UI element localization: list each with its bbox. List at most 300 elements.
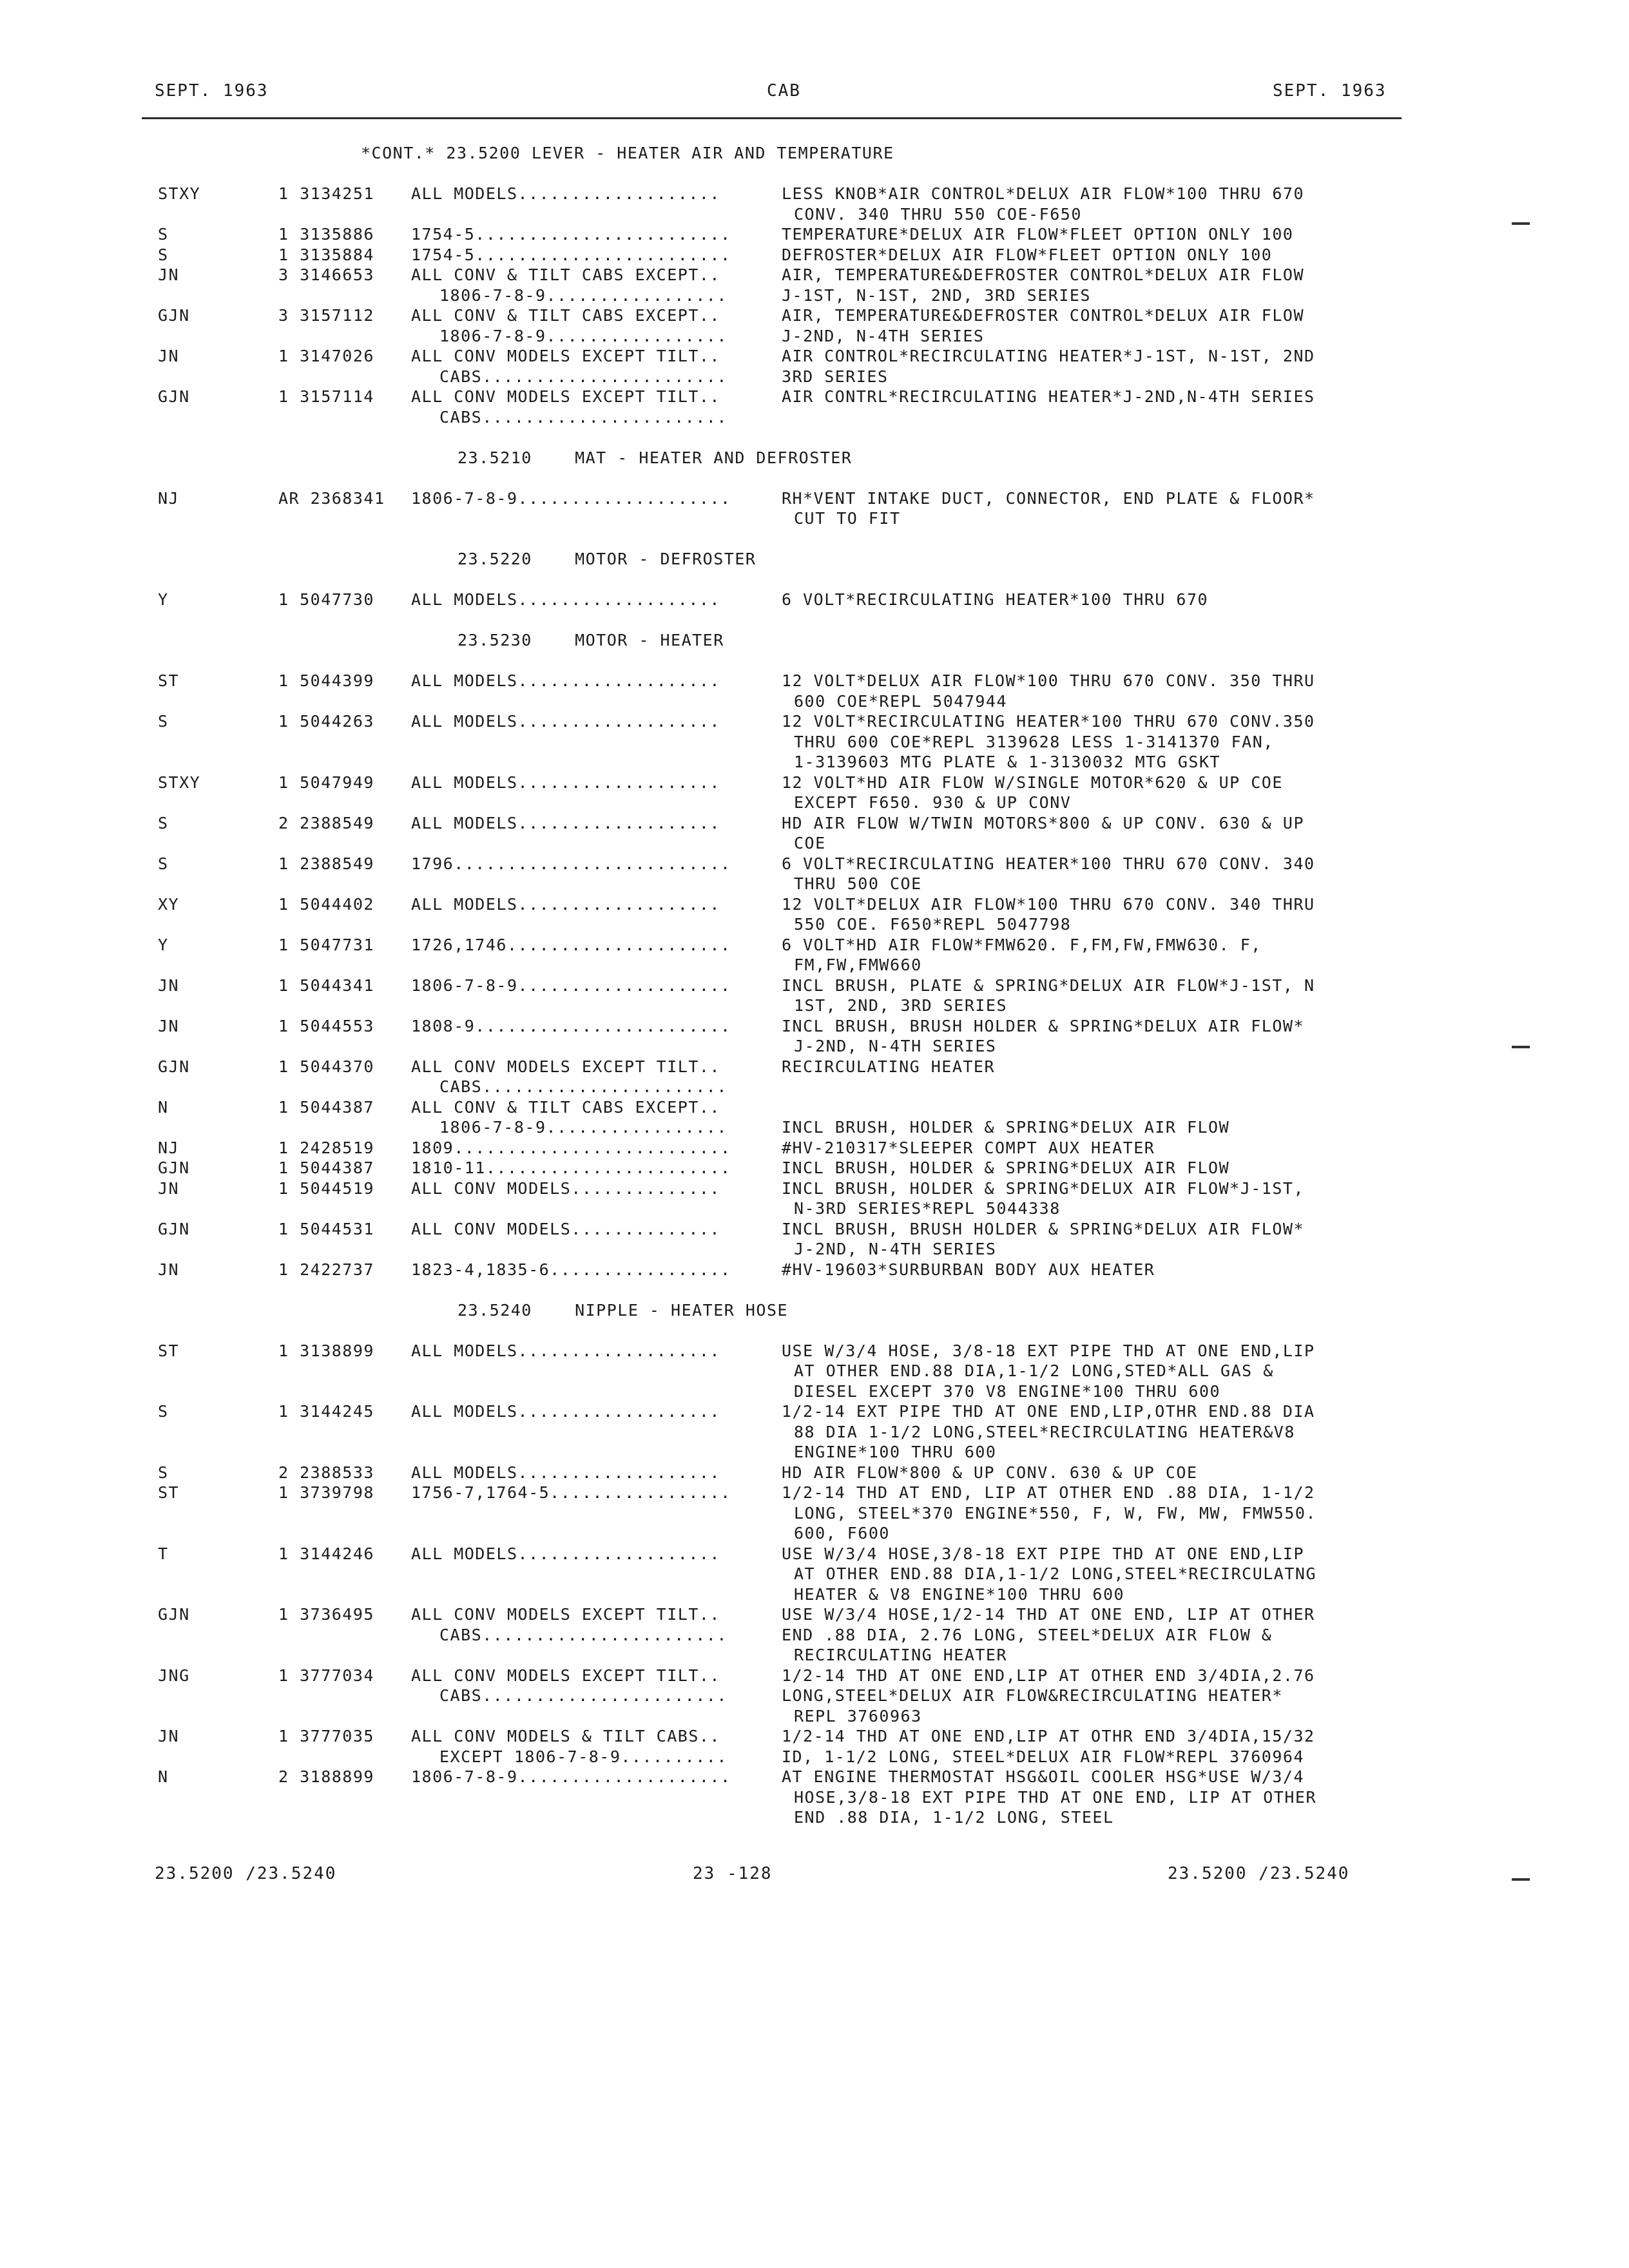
qty-part-number: 1 3138899 bbox=[278, 1341, 374, 1360]
continuation-line bbox=[0, 1361, 1629, 1381]
continuation-line bbox=[0, 1381, 1629, 1402]
part-line bbox=[0, 1483, 1629, 1503]
section-spacer bbox=[0, 427, 1629, 448]
part-line bbox=[0, 1178, 1629, 1199]
continuation-line bbox=[0, 793, 1629, 813]
section-title: 23.5230 MOTOR - HEATER bbox=[458, 631, 724, 649]
part-line bbox=[0, 1401, 1629, 1422]
model-code: S bbox=[158, 1463, 169, 1482]
description: AIR CONTROL*RECIRCULATING HEATER*J-1ST, N-1ST, 2ND bbox=[782, 347, 1315, 365]
part-line bbox=[0, 590, 1629, 610]
description: INCL BRUSH, BRUSH HOLDER & SPRING*DELUX AIR FLOW* bbox=[782, 1016, 1305, 1035]
qty-part-number: 1 5044519 bbox=[278, 1178, 374, 1198]
description: #HV-19603*SURBURBAN BODY AUX HEATER bbox=[782, 1260, 1155, 1279]
description: 1/2-14 EXT PIPE THD AT ONE END,LIP,OTHR END.88 DIA bbox=[782, 1402, 1315, 1421]
description: INCL BRUSH, HOLDER & SPRING*DELUX AIR FLOW bbox=[782, 1158, 1230, 1177]
continuation-line bbox=[0, 204, 1629, 225]
header-date-left: SEPT. 1963 bbox=[155, 81, 269, 101]
model-code: JN bbox=[158, 347, 180, 365]
part-entry bbox=[0, 773, 1629, 813]
description-continued: J-2ND, N-4TH SERIES bbox=[794, 1240, 997, 1258]
model-code: JN bbox=[158, 1178, 180, 1198]
qty-part-number: 1 5044370 bbox=[278, 1057, 374, 1076]
continuation-line bbox=[0, 874, 1629, 894]
description: AIR CONTRL*RECIRCULATING HEATER*J-2ND,N-4TH SERIES bbox=[782, 387, 1315, 406]
part-entry bbox=[0, 1260, 1629, 1280]
section-spacer bbox=[0, 1828, 1629, 1849]
description-continued: CUT TO FIT bbox=[794, 509, 901, 528]
application: ALL MODELS................... bbox=[411, 813, 720, 832]
model-code: GJN bbox=[158, 387, 190, 406]
application-continued: 1806-7-8-9................. bbox=[439, 1118, 728, 1137]
section-title: 23.5220 MOTOR - DEFROSTER bbox=[458, 550, 757, 568]
part-entry bbox=[0, 1666, 1629, 1727]
application: 1808-9........................ bbox=[411, 1016, 731, 1035]
part-line bbox=[0, 1604, 1629, 1625]
description: USE W/3/4 HOSE,1/2-14 THD AT ONE END, LIP AT OTHER bbox=[782, 1605, 1315, 1624]
application: ALL MODELS................... bbox=[411, 1463, 720, 1482]
model-code: ST bbox=[158, 671, 180, 690]
qty-part-number: 1 3777034 bbox=[278, 1666, 374, 1685]
qty-part-number: 1 5047949 bbox=[278, 773, 374, 792]
footer-range-right: 23.5200 /23.5240 bbox=[1168, 1864, 1350, 1883]
model-code: NJ bbox=[158, 1138, 180, 1157]
qty-part-number: 2 2388533 bbox=[278, 1463, 374, 1482]
description: USE W/3/4 HOSE, 3/8-18 EXT PIPE THD AT ONE END,LIP bbox=[782, 1341, 1315, 1360]
continuation-line bbox=[0, 1564, 1629, 1584]
qty-part-number: 1 3144246 bbox=[278, 1544, 374, 1563]
model-code: GJN bbox=[158, 1057, 190, 1076]
description-continued: 550 COE. F650*REPL 5047798 bbox=[794, 915, 1072, 934]
header-rule bbox=[142, 117, 1402, 119]
description-continued: REPL 3760963 bbox=[794, 1706, 922, 1725]
continuation-line bbox=[0, 914, 1629, 935]
part-line bbox=[0, 773, 1629, 793]
part-entry bbox=[0, 265, 1629, 305]
qty-part-number: 1 2388549 bbox=[278, 854, 374, 873]
application: ALL MODELS................... bbox=[411, 773, 720, 792]
part-line bbox=[0, 387, 1629, 407]
qty-part-number: 2 3188899 bbox=[278, 1767, 374, 1786]
description-continued: 600, F600 bbox=[794, 1524, 890, 1542]
description: TEMPERATURE*DELUX AIR FLOW*FLEET OPTION ONLY 100 bbox=[782, 225, 1294, 244]
continuation-line bbox=[0, 1117, 1629, 1138]
description-continued: AT OTHER END.88 DIA,1-1/2 LONG,STED*ALL GAS & bbox=[794, 1361, 1274, 1380]
qty-part-number: 1 5044341 bbox=[278, 975, 374, 995]
application: ALL CONV MODELS & TILT CABS.. bbox=[411, 1727, 720, 1745]
part-entry bbox=[0, 1057, 1629, 1097]
application: ALL MODELS................... bbox=[411, 894, 720, 914]
qty-part-number: 1 5044553 bbox=[278, 1016, 374, 1035]
qty-part-number: 3 3146653 bbox=[278, 265, 374, 284]
model-code: Y bbox=[158, 935, 169, 954]
description-continued: J-2ND, N-4TH SERIES bbox=[794, 1037, 997, 1055]
section-title: *CONT.* 23.5200 LEVER - HEATER AIR AND TEMPERATURE bbox=[361, 144, 894, 162]
description: INCL BRUSH, BRUSH HOLDER & SPRING*DELUX AIR FLOW* bbox=[782, 1219, 1305, 1238]
application: ALL CONV & TILT CABS EXCEPT.. bbox=[411, 1097, 720, 1117]
application: ALL MODELS................... bbox=[411, 671, 720, 690]
model-code: XY bbox=[158, 894, 180, 914]
application: ALL CONV MODELS EXCEPT TILT.. bbox=[411, 387, 720, 406]
description-continued: N-3RD SERIES*REPL 5044338 bbox=[794, 1199, 1061, 1218]
part-line bbox=[0, 1767, 1629, 1787]
part-entry bbox=[0, 224, 1629, 245]
description: 1/2-14 THD AT END, LIP AT OTHER END .88 DIA, 1-1/2 bbox=[782, 1483, 1315, 1502]
description: #HV-210317*SLEEPER COMPT AUX HEATER bbox=[782, 1138, 1155, 1157]
continuation-line bbox=[0, 1686, 1629, 1706]
page-number: 23 -128 bbox=[693, 1864, 773, 1883]
continuation-line bbox=[0, 367, 1629, 387]
part-line bbox=[0, 1463, 1629, 1483]
part-line bbox=[0, 1666, 1629, 1686]
model-code: GJN bbox=[158, 1158, 190, 1177]
part-entry bbox=[0, 1483, 1629, 1544]
part-line bbox=[0, 1544, 1629, 1564]
description-continued: DIESEL EXCEPT 370 V8 ENGINE*100 THRU 600 bbox=[794, 1381, 1221, 1401]
description: HD AIR FLOW W/TWIN MOTORS*800 & UP CONV. 630 & UP bbox=[782, 813, 1305, 832]
part-entry bbox=[0, 1767, 1629, 1828]
part-entry bbox=[0, 1341, 1629, 1402]
part-entry bbox=[0, 1138, 1629, 1158]
part-entry bbox=[0, 488, 1629, 529]
part-entry bbox=[0, 387, 1629, 427]
model-code: S bbox=[158, 854, 169, 873]
continuation-line bbox=[0, 955, 1629, 975]
application: 1823-4,1835-6................. bbox=[411, 1260, 731, 1279]
description-continued: ID, 1-1/2 LONG, STEEL*DELUX AIR FLOW*REPL 3760964 bbox=[782, 1747, 1305, 1766]
description-continued: 1-3139603 MTG PLATE & 1-3130032 MTG GSKT bbox=[794, 753, 1221, 771]
continuation-line bbox=[0, 1036, 1629, 1057]
part-entry bbox=[0, 1463, 1629, 1483]
continuation-line bbox=[0, 508, 1629, 529]
qty-part-number: 1 3736495 bbox=[278, 1605, 374, 1624]
margin-mark bbox=[1512, 222, 1530, 225]
part-line bbox=[0, 1138, 1629, 1158]
footer-range-left: 23.5200 /23.5240 bbox=[155, 1864, 337, 1883]
description-continued: HEATER & V8 ENGINE*100 THRU 600 bbox=[794, 1584, 1125, 1604]
continuation-line bbox=[0, 407, 1629, 428]
application: 1756-7,1764-5................. bbox=[411, 1483, 731, 1502]
part-entry bbox=[0, 935, 1629, 975]
description: AT ENGINE THERMOSTAT HSG&OIL COOLER HSG*USE W/3/4 bbox=[782, 1767, 1305, 1786]
application: ALL CONV & TILT CABS EXCEPT.. bbox=[411, 265, 720, 284]
application-continued: CABS....................... bbox=[439, 367, 728, 386]
part-line bbox=[0, 1158, 1629, 1178]
qty-part-number: 1 3739798 bbox=[278, 1483, 374, 1502]
part-entry bbox=[0, 245, 1629, 265]
application: 1810-11....................... bbox=[411, 1158, 731, 1177]
part-line bbox=[0, 488, 1629, 509]
part-entry bbox=[0, 975, 1629, 1016]
application: 1754-5........................ bbox=[411, 245, 731, 264]
continuation-line bbox=[0, 285, 1629, 306]
continuation-line bbox=[0, 833, 1629, 854]
description-continued: J-2ND, N-4TH SERIES bbox=[782, 326, 985, 345]
application: 1806-7-8-9.................... bbox=[411, 1767, 731, 1786]
qty-part-number: 1 2428519 bbox=[278, 1138, 374, 1157]
description: 12 VOLT*DELUX AIR FLOW*100 THRU 670 CONV. 350 THRU bbox=[782, 671, 1315, 690]
description-continued: 3RD SERIES bbox=[782, 367, 889, 386]
description-continued: EXCEPT F650. 930 & UP CONV bbox=[794, 793, 1072, 812]
description: RECIRCULATING HEATER bbox=[782, 1057, 996, 1076]
application: 1806-7-8-9.................... bbox=[411, 975, 731, 995]
description: 1/2-14 THD AT ONE END,LIP AT OTHR END 3/4DIA,15/32 bbox=[782, 1727, 1315, 1745]
application: ALL CONV MODELS EXCEPT TILT.. bbox=[411, 1605, 720, 1624]
qty-part-number: 3 3157112 bbox=[278, 306, 374, 325]
description-continued: LONG,STEEL*DELUX AIR FLOW&RECIRCULATING HEATER* bbox=[782, 1686, 1283, 1705]
description-continued: HOSE,3/8-18 EXT PIPE THD AT ONE END, LIP AT OTHER bbox=[794, 1787, 1317, 1807]
application: ALL CONV & TILT CABS EXCEPT.. bbox=[411, 306, 720, 325]
qty-part-number: 1 5044531 bbox=[278, 1219, 374, 1238]
part-line bbox=[0, 305, 1629, 326]
description: 6 VOLT*RECIRCULATING HEATER*100 THRU 670 bbox=[782, 590, 1209, 609]
continuation-line bbox=[0, 1077, 1629, 1097]
application-continued: 1806-7-8-9................. bbox=[439, 326, 728, 345]
page-header bbox=[0, 81, 1629, 107]
part-line bbox=[0, 1341, 1629, 1361]
application: ALL MODELS................... bbox=[411, 1341, 720, 1360]
model-code: JN bbox=[158, 1260, 180, 1279]
part-entry bbox=[0, 1401, 1629, 1463]
description-continued: CONV. 340 THRU 550 COE-F650 bbox=[794, 204, 1082, 224]
part-entry bbox=[0, 1097, 1629, 1138]
part-entry bbox=[0, 305, 1629, 346]
part-line bbox=[0, 1260, 1629, 1280]
part-line bbox=[0, 184, 1629, 204]
description-continued: ENGINE*100 THRU 600 bbox=[794, 1443, 997, 1461]
continuation-line bbox=[0, 1787, 1629, 1808]
description: RH*VENT INTAKE DUCT, CONNECTOR, END PLATE & FLOOR* bbox=[782, 488, 1315, 508]
model-code: ST bbox=[158, 1341, 180, 1360]
part-line bbox=[0, 245, 1629, 265]
part-entry bbox=[0, 813, 1629, 854]
description: 6 VOLT*RECIRCULATING HEATER*100 THRU 670 CONV. 340 bbox=[782, 854, 1315, 873]
model-code: STXY bbox=[158, 773, 201, 792]
part-line bbox=[0, 813, 1629, 834]
qty-part-number: 1 5044399 bbox=[278, 671, 374, 690]
qty-part-number: 1 3135884 bbox=[278, 245, 374, 264]
model-code: JNG bbox=[158, 1666, 190, 1685]
model-code: ST bbox=[158, 1483, 180, 1502]
qty-part-number: 1 5047730 bbox=[278, 590, 374, 609]
part-entry bbox=[0, 1016, 1629, 1057]
description-continued: END .88 DIA, 1-1/2 LONG, STEEL bbox=[794, 1808, 1114, 1827]
model-code: S bbox=[158, 813, 169, 832]
description: USE W/3/4 HOSE,3/8-18 EXT PIPE THD AT ONE END,LIP bbox=[782, 1544, 1305, 1563]
qty-part-number: 1 3144245 bbox=[278, 1402, 374, 1421]
application: ALL MODELS................... bbox=[411, 712, 720, 731]
model-code: JN bbox=[158, 265, 180, 284]
part-line bbox=[0, 265, 1629, 285]
continuation-line bbox=[0, 691, 1629, 712]
model-code: GJN bbox=[158, 1219, 190, 1238]
part-entry bbox=[0, 184, 1629, 224]
continuation-line bbox=[0, 1198, 1629, 1219]
header-date-right: SEPT. 1963 bbox=[1273, 81, 1387, 101]
application: ALL CONV MODELS EXCEPT TILT.. bbox=[411, 347, 720, 365]
continuation-line bbox=[0, 1523, 1629, 1544]
part-entry bbox=[0, 590, 1629, 610]
description: DEFROSTER*DELUX AIR FLOW*FLEET OPTION ONLY 100 bbox=[782, 245, 1273, 264]
continuation-line bbox=[0, 1706, 1629, 1727]
part-entry bbox=[0, 854, 1629, 894]
section-title: 23.5240 NIPPLE - HEATER HOSE bbox=[458, 1300, 789, 1320]
description-continued: 600 COE*REPL 5047944 bbox=[794, 691, 1008, 711]
model-code: Y bbox=[158, 590, 169, 609]
application: 1726,1746..................... bbox=[411, 935, 731, 954]
application: ALL CONV MODELS.............. bbox=[411, 1178, 720, 1198]
application: 1796.......................... bbox=[411, 854, 731, 873]
part-entry bbox=[0, 1544, 1629, 1605]
description: LESS KNOB*AIR CONTROL*DELUX AIR FLOW*100 THRU 670 bbox=[782, 184, 1305, 203]
part-line bbox=[0, 1057, 1629, 1077]
continuation-line bbox=[0, 326, 1629, 347]
application: ALL MODELS................... bbox=[411, 1544, 720, 1563]
application-continued: CABS....................... bbox=[439, 1625, 728, 1644]
application: 1809.......................... bbox=[411, 1138, 731, 1157]
part-line bbox=[0, 894, 1629, 915]
model-code: S bbox=[158, 1402, 169, 1421]
part-entry bbox=[0, 894, 1629, 935]
model-code: GJN bbox=[158, 1605, 190, 1624]
description-continued: END .88 DIA, 2.76 LONG, STEEL*DELUX AIR FLOW & bbox=[782, 1625, 1273, 1644]
description: INCL BRUSH, HOLDER & SPRING*DELUX AIR FLOW*J-1ST, bbox=[782, 1178, 1305, 1198]
margin-mark bbox=[1512, 1046, 1530, 1048]
section-spacer bbox=[0, 529, 1629, 550]
description: 12 VOLT*RECIRCULATING HEATER*100 THRU 670 CONV.350 bbox=[782, 712, 1315, 731]
description: HD AIR FLOW*800 & UP CONV. 630 & UP COE bbox=[782, 1463, 1198, 1482]
application-continued: EXCEPT 1806-7-8-9.......... bbox=[439, 1747, 728, 1766]
model-code: STXY bbox=[158, 184, 201, 203]
part-line bbox=[0, 935, 1629, 956]
model-code: S bbox=[158, 225, 169, 244]
application: ALL CONV MODELS EXCEPT TILT.. bbox=[411, 1057, 720, 1076]
application-continued: CABS....................... bbox=[439, 1077, 728, 1096]
application: 1754-5........................ bbox=[411, 225, 731, 244]
description-continued: J-1ST, N-1ST, 2ND, 3RD SERIES bbox=[782, 285, 1091, 305]
part-entry bbox=[0, 1219, 1629, 1260]
description-continued: 88 DIA 1-1/2 LONG,STEEL*RECIRCULATING HEATER&V8 bbox=[794, 1422, 1295, 1441]
description: AIR, TEMPERATURE&DEFROSTER CONTROL*DELUX AIR FLOW bbox=[782, 306, 1305, 325]
application: ALL CONV MODELS EXCEPT TILT.. bbox=[411, 1666, 720, 1685]
description: 6 VOLT*HD AIR FLOW*FMW620. F,FM,FW,FMW630. F, bbox=[782, 935, 1262, 954]
part-line bbox=[0, 1016, 1629, 1037]
model-code: S bbox=[158, 712, 169, 731]
application: ALL MODELS................... bbox=[411, 184, 720, 203]
qty-part-number: 1 3134251 bbox=[278, 184, 374, 203]
model-code: NJ bbox=[158, 488, 180, 508]
part-entry bbox=[0, 1726, 1629, 1767]
qty-part-number: 1 3777035 bbox=[278, 1727, 374, 1745]
description-continued: 1ST, 2ND, 3RD SERIES bbox=[794, 996, 1008, 1015]
qty-part-number: AR 2368341 bbox=[278, 488, 385, 508]
continuation-line bbox=[0, 732, 1629, 753]
application-continued: 1806-7-8-9................. bbox=[439, 285, 728, 305]
model-code: N bbox=[158, 1767, 169, 1786]
description-continued: COE bbox=[794, 834, 826, 852]
continuation-line bbox=[0, 1442, 1629, 1463]
application: ALL MODELS................... bbox=[411, 1402, 720, 1421]
continuation-line bbox=[0, 1747, 1629, 1767]
qty-part-number: 1 5044263 bbox=[278, 712, 374, 731]
description-continued: RECIRCULATING HEATER bbox=[794, 1646, 1008, 1664]
parts-listing bbox=[0, 143, 1629, 1848]
qty-part-number: 2 2388549 bbox=[278, 813, 374, 832]
qty-part-number: 1 5044402 bbox=[278, 894, 374, 914]
part-entry bbox=[0, 1178, 1629, 1219]
description-continued: LONG, STEEL*370 ENGINE*550, F, W, FW, MW, FMW550. bbox=[794, 1503, 1317, 1523]
qty-part-number: 1 5044387 bbox=[278, 1097, 374, 1117]
page-footer bbox=[0, 1864, 1629, 1890]
description-continued: THRU 600 COE*REPL 3139628 LESS 1-3141370 FAN, bbox=[794, 732, 1274, 751]
description: 12 VOLT*DELUX AIR FLOW*100 THRU 670 CONV. 340 THRU bbox=[782, 894, 1315, 914]
header-section: CAB bbox=[767, 81, 801, 101]
section-spacer bbox=[0, 610, 1629, 631]
application: 1806-7-8-9.................... bbox=[411, 488, 731, 508]
description: INCL BRUSH, PLATE & SPRING*DELUX AIR FLOW*J-1ST, N bbox=[782, 975, 1315, 995]
part-line bbox=[0, 1219, 1629, 1240]
continuation-line bbox=[0, 1645, 1629, 1666]
application-continued: CABS....................... bbox=[439, 407, 728, 427]
part-entry bbox=[0, 1158, 1629, 1178]
description-continued: AT OTHER END.88 DIA,1-1/2 LONG,STEEL*RECIRCULATNG bbox=[794, 1564, 1317, 1583]
qty-part-number: 1 5044387 bbox=[278, 1158, 374, 1177]
application: ALL MODELS................... bbox=[411, 590, 720, 609]
model-code: GJN bbox=[158, 306, 190, 325]
section-spacer bbox=[0, 1280, 1629, 1300]
part-line bbox=[0, 1726, 1629, 1747]
qty-part-number: 1 2422737 bbox=[278, 1260, 374, 1279]
model-code: S bbox=[158, 245, 169, 264]
model-code: N bbox=[158, 1097, 169, 1117]
continuation-line bbox=[0, 1584, 1629, 1605]
part-line bbox=[0, 1097, 1629, 1118]
continuation-line bbox=[0, 1807, 1629, 1828]
continuation-line bbox=[0, 1239, 1629, 1260]
continuation-line bbox=[0, 752, 1629, 773]
part-line bbox=[0, 854, 1629, 874]
part-line bbox=[0, 346, 1629, 367]
part-entry bbox=[0, 346, 1629, 387]
model-code: JN bbox=[158, 1727, 180, 1745]
application: ALL CONV MODELS.............. bbox=[411, 1219, 720, 1238]
continuation-line bbox=[0, 1503, 1629, 1524]
part-line bbox=[0, 671, 1629, 691]
model-code: JN bbox=[158, 1016, 180, 1035]
qty-part-number: 1 3135886 bbox=[278, 225, 374, 244]
model-code: JN bbox=[158, 975, 180, 995]
description: 1/2-14 THD AT ONE END,LIP AT OTHER END 3/4DIA,2.76 bbox=[782, 1666, 1315, 1685]
qty-part-number: 1 5047731 bbox=[278, 935, 374, 954]
model-code: T bbox=[158, 1544, 169, 1563]
part-entry bbox=[0, 671, 1629, 711]
qty-part-number: 1 3157114 bbox=[278, 387, 374, 406]
continuation-line bbox=[0, 1625, 1629, 1646]
application-continued: CABS....................... bbox=[439, 1686, 728, 1705]
description-continued: INCL BRUSH, HOLDER & SPRING*DELUX AIR FLOW bbox=[782, 1118, 1230, 1137]
part-line bbox=[0, 975, 1629, 996]
part-entry bbox=[0, 1604, 1629, 1666]
description-continued: THRU 500 COE bbox=[794, 874, 922, 893]
part-line bbox=[0, 224, 1629, 245]
part-entry bbox=[0, 711, 1629, 773]
continuation-line bbox=[0, 995, 1629, 1016]
description-continued: FM,FW,FMW660 bbox=[794, 956, 922, 974]
qty-part-number: 1 3147026 bbox=[278, 347, 374, 365]
description: AIR, TEMPERATURE&DEFROSTER CONTROL*DELUX AIR FLOW bbox=[782, 265, 1305, 284]
part-line bbox=[0, 711, 1629, 732]
continuation-line bbox=[0, 1422, 1629, 1443]
